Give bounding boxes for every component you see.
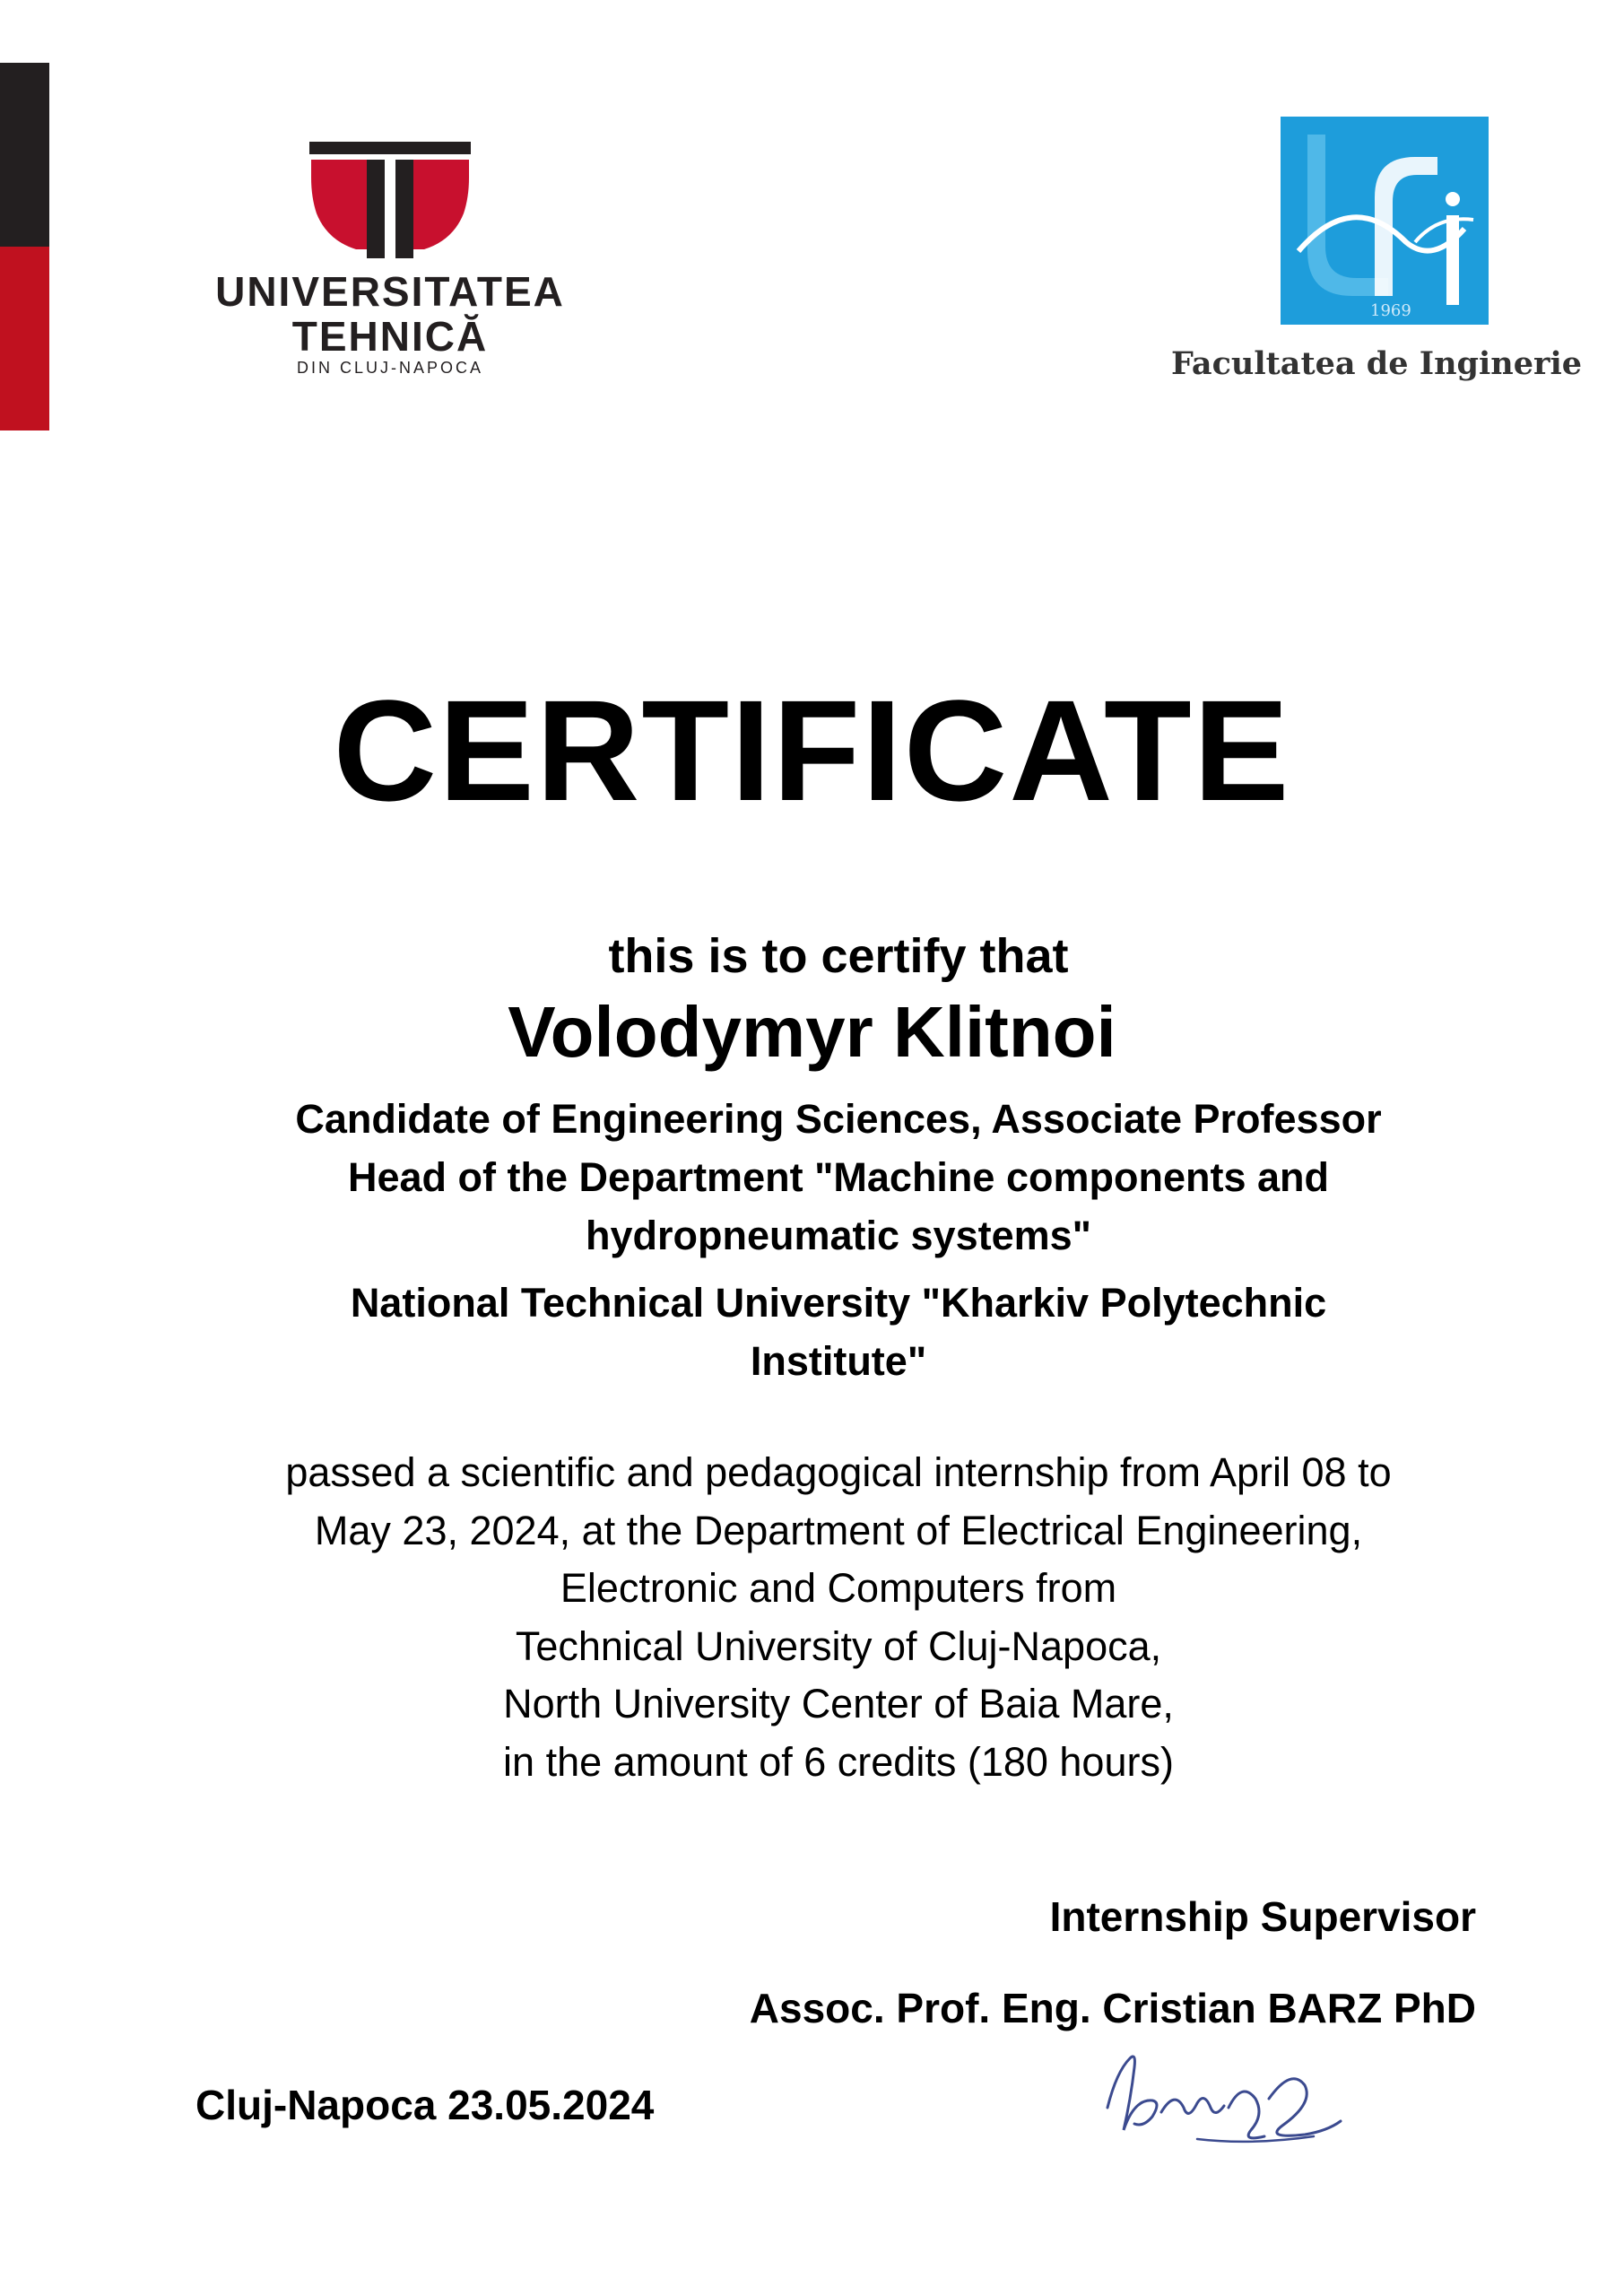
side-bar-red [0, 247, 49, 430]
description-line: North University Center of Baia Mare, [503, 1681, 1174, 1726]
internship-description [184, 1444, 1493, 1791]
supervisor-name: Assoc. Prof. Eng. Cristian BARZ PhD [749, 1985, 1476, 2031]
description-line: in the amount of 6 credits (180 hours) [503, 1738, 1174, 1785]
utcn-name-line3: DIN CLUJ-NAPOCA [296, 359, 484, 377]
position-line: Head of the Department "Machine components and [348, 1154, 1329, 1200]
utcn-name-line1: UNIVERSITATEA [215, 268, 565, 315]
description-line: passed a scientific and pedagogical internship from April 08 to [285, 1449, 1392, 1495]
utcn-logo [215, 142, 565, 375]
recipient-position [184, 1148, 1493, 1265]
place-and-date: Cluj-Napoca 23.05.2024 [195, 2082, 655, 2128]
faculty-year: 1969 [1370, 301, 1411, 320]
certify-intro: this is to certify that [608, 929, 1069, 983]
description-line: Technical University of Cluj-Napoca, [515, 1622, 1162, 1669]
institution-line: Institute" [750, 1338, 927, 1384]
side-color-bar [0, 63, 49, 430]
utcn-emblem-icon [309, 142, 471, 263]
recipient-institution [184, 1274, 1493, 1390]
position-line: hydropneumatic systems" [585, 1213, 1092, 1258]
description-line: May 23, 2024, at the Department of Electrical Engineering, [314, 1507, 1363, 1553]
institution-line: National Technical University "Kharkiv Polytechnic [350, 1280, 1327, 1326]
faculty-caption: Facultatea de Inginerie [1170, 345, 1583, 382]
utcn-name-line2: TEHNICĂ [291, 313, 489, 360]
supervisor-signature [1099, 2036, 1350, 2161]
supervisor-title: Internship Supervisor [1049, 1893, 1476, 1940]
description-line: Electronic and Computers from [560, 1565, 1117, 1611]
recipient-degree: Candidate of Engineering Sciences, Associate Professor [295, 1096, 1382, 1142]
side-bar-dark [0, 63, 49, 247]
recipient-name: Volodymyr Klitnoi [508, 992, 1116, 1072]
certificate-title: CERTIFICATE [333, 670, 1291, 831]
faculty-emblem-icon [1281, 117, 1489, 325]
